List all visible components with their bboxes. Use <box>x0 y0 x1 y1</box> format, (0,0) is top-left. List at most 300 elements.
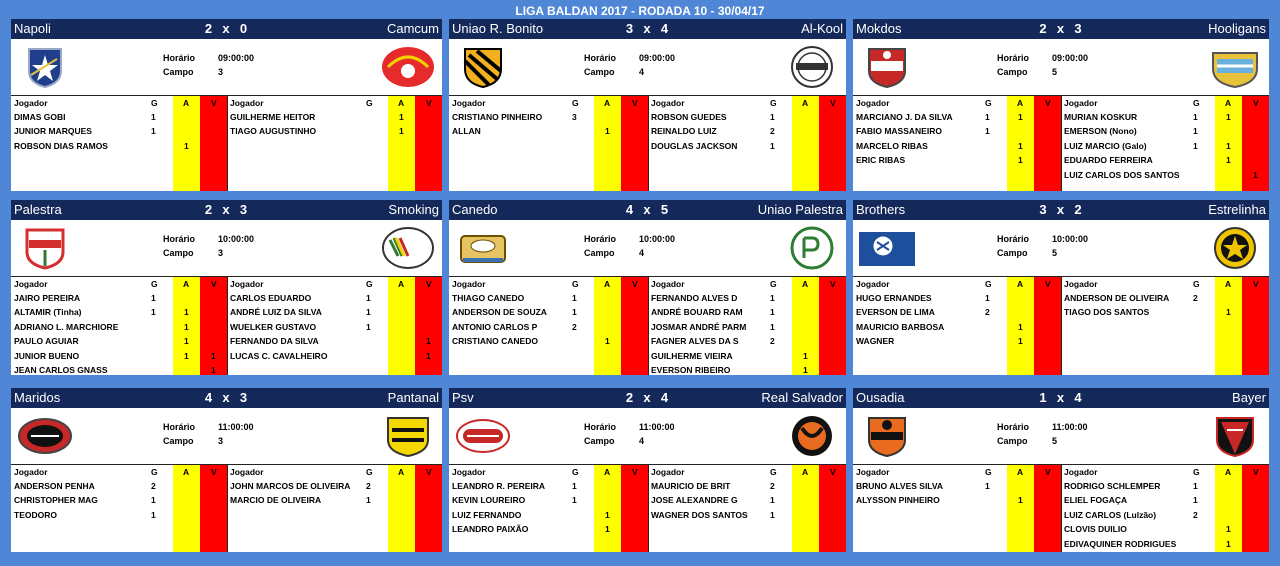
horario-label: Horário <box>163 234 196 244</box>
player-name: MARCIO DE OLIVEIRA <box>230 495 322 506</box>
player-name: CRISTIANO CANEDO <box>452 336 538 347</box>
player-name: ROBSON DIAS RAMOS <box>14 140 108 151</box>
player-row <box>1061 153 1269 167</box>
goals-value: 2 <box>770 481 775 491</box>
player-name: RODRIGO SCHLEMPER <box>1064 481 1161 491</box>
match-header <box>853 200 1269 220</box>
a-header: A <box>802 467 809 477</box>
jogador-header: Jogador <box>14 467 48 477</box>
home-team-name: Canedo <box>452 202 498 217</box>
match-field: 4 <box>639 248 645 258</box>
match-card <box>853 388 1269 552</box>
table-divider <box>1061 96 1062 191</box>
table-divider <box>648 465 649 552</box>
g-header: G <box>572 98 579 108</box>
player-row <box>227 291 442 305</box>
table-divider <box>227 96 228 191</box>
goals-value: 1 <box>985 293 990 303</box>
match-header <box>11 388 442 408</box>
goals-value: 1 <box>770 140 775 151</box>
player-row <box>11 493 227 507</box>
goals-value: 1 <box>366 307 371 318</box>
a-header: A <box>802 98 809 108</box>
players-table <box>853 277 1269 375</box>
home-team-name: Napoli <box>14 21 51 36</box>
a-header: A <box>183 98 190 108</box>
player-row <box>853 334 1061 348</box>
match-score: 4 x 5 <box>625 202 670 217</box>
match-info <box>11 220 442 277</box>
campo-label: Campo <box>584 248 615 258</box>
player-row <box>11 508 227 522</box>
match-info <box>853 220 1269 277</box>
player-row <box>1061 493 1269 507</box>
player-name: GUILHERME VIEIRA <box>651 350 733 361</box>
home-players <box>11 96 227 191</box>
player-row <box>853 110 1061 124</box>
player-name: PAULO AGUIAR <box>14 336 79 347</box>
goals-value: 1 <box>366 495 371 506</box>
jogador-header: Jogador <box>14 98 48 108</box>
player-row <box>449 305 648 319</box>
player-name: ERIC RIBAS <box>856 155 906 166</box>
away-players <box>648 96 846 191</box>
player-name: EDUARDO FERREIRA <box>1064 155 1153 166</box>
home-team-name: Brothers <box>856 202 906 217</box>
player-row <box>648 291 846 305</box>
match-header <box>853 388 1269 408</box>
player-name: JOSE ALEXANDRE G <box>651 495 738 506</box>
v-header: V <box>1045 467 1051 477</box>
match-info <box>11 408 442 465</box>
table-divider <box>227 277 228 375</box>
match-field: 4 <box>639 67 645 77</box>
player-name: FERNANDO DA SILVA <box>230 336 319 347</box>
v-header: V <box>830 279 836 289</box>
player-row <box>227 110 442 124</box>
goals-value: 1 <box>572 481 577 491</box>
assists-value: 1 <box>1018 140 1023 151</box>
campo-label: Campo <box>163 436 194 446</box>
player-row <box>11 305 227 319</box>
table-header-row <box>449 465 648 479</box>
jogador-header: Jogador <box>1064 98 1098 108</box>
match-header <box>11 19 442 39</box>
v-header: V <box>1045 98 1051 108</box>
away-team-name: Al-Kool <box>801 21 843 36</box>
goals-value: 1 <box>151 509 156 520</box>
goals-value: 2 <box>572 321 577 332</box>
player-name: ADRIANO L. MARCHIORE <box>14 321 119 332</box>
home-team-name: Mokdos <box>856 21 902 36</box>
assists-value: 1 <box>399 112 404 122</box>
player-name: DOUGLAS JACKSON <box>651 140 738 151</box>
table-divider <box>227 465 228 552</box>
player-row <box>227 334 442 348</box>
campo-label: Campo <box>584 436 615 446</box>
goals-value: 1 <box>151 126 156 137</box>
player-row <box>11 124 227 138</box>
v-header: V <box>830 467 836 477</box>
table-header-row <box>11 96 227 110</box>
player-name: LUIZ FERNANDO <box>452 509 522 520</box>
player-name: THIAGO CANEDO <box>452 293 525 303</box>
match-score: 4 x 3 <box>204 390 249 405</box>
away-team-name: Pantanal <box>387 390 439 405</box>
g-header: G <box>1193 279 1200 289</box>
player-name: WAGNER DOS SANTOS <box>651 509 748 520</box>
player-row <box>449 110 648 124</box>
canedo-logo <box>455 226 511 270</box>
match-score: 2 x 3 <box>1039 21 1083 36</box>
player-row <box>648 320 846 334</box>
player-row <box>648 349 846 363</box>
assists-value: 1 <box>1018 155 1023 166</box>
match-info <box>449 408 846 465</box>
a-header: A <box>398 98 405 108</box>
v-header: V <box>426 279 432 289</box>
player-name: MAURICIO DE BRIT <box>651 481 731 491</box>
assists-value: 1 <box>605 524 610 535</box>
goals-value: 1 <box>366 321 371 332</box>
a-header: A <box>183 279 190 289</box>
player-name: ANTONIO CARLOS P <box>452 321 538 332</box>
palestra-logo <box>17 226 73 270</box>
g-header: G <box>151 98 158 108</box>
player-row <box>449 522 648 536</box>
goals-value: 1 <box>151 112 156 122</box>
player-name: BRUNO ALVES SILVA <box>856 481 944 491</box>
player-row <box>648 110 846 124</box>
match-field: 5 <box>1052 436 1058 446</box>
goals-value: 1 <box>770 509 775 520</box>
players-table <box>449 96 846 191</box>
player-name: EVERSON DE LIMA <box>856 307 935 318</box>
player-row <box>853 291 1061 305</box>
jogador-header: Jogador <box>651 279 685 289</box>
horario-label: Horário <box>584 234 617 244</box>
player-row <box>1061 508 1269 522</box>
a-header: A <box>398 279 405 289</box>
assists-value: 1 <box>1018 321 1023 332</box>
player-row <box>1061 139 1269 153</box>
player-name: JUNIOR MARQUES <box>14 126 92 137</box>
a-header: A <box>604 98 611 108</box>
player-name: KEVIN LOUREIRO <box>452 495 526 506</box>
player-name: MARCELO RIBAS <box>856 140 928 151</box>
player-row <box>227 305 442 319</box>
players-table <box>449 277 846 375</box>
home-team-name: Psv <box>452 390 474 405</box>
goals-value: 2 <box>1193 509 1198 520</box>
player-name: EMERSON (Nono) <box>1064 126 1137 137</box>
player-row <box>853 139 1061 153</box>
a-header: A <box>1225 467 1232 477</box>
goals-value: 1 <box>1193 495 1198 506</box>
player-name: TIAGO AUGUSTINHO <box>230 126 317 137</box>
v-header: V <box>830 98 836 108</box>
bayer-logo <box>1207 414 1263 458</box>
v-header: V <box>211 467 217 477</box>
campo-label: Campo <box>584 67 615 77</box>
jogador-header: Jogador <box>452 467 486 477</box>
goals-value: 2 <box>366 481 371 491</box>
player-name: TIAGO DOS SANTOS <box>1064 307 1150 318</box>
away-team-name: Bayer <box>1232 390 1266 405</box>
table-header-row <box>853 465 1061 479</box>
player-name: JOSMAR ANDRÉ PARM <box>651 321 747 332</box>
table-header-row <box>1061 96 1269 110</box>
al-kool-logo <box>784 45 840 89</box>
goals-value: 1 <box>366 293 371 303</box>
away-team-name: Hooligans <box>1208 21 1266 36</box>
campo-label: Campo <box>997 248 1028 258</box>
home-team-name: Palestra <box>14 202 62 217</box>
match-header <box>449 200 846 220</box>
red-cards-value: 1 <box>1253 169 1258 180</box>
assists-value: 1 <box>1018 495 1023 506</box>
v-header: V <box>1253 467 1259 477</box>
v-header: V <box>1253 98 1259 108</box>
player-row <box>449 479 648 493</box>
player-name: LUIZ CARLOS (Lulzão) <box>1064 509 1157 520</box>
assists-value: 1 <box>184 140 189 151</box>
home-players <box>11 277 227 375</box>
assists-value: 1 <box>1018 112 1023 122</box>
assists-value: 1 <box>605 126 610 137</box>
away-players <box>227 96 442 191</box>
away-team-name: Estrelinha <box>1208 202 1266 217</box>
jogador-header: Jogador <box>1064 279 1098 289</box>
away-players <box>1061 277 1269 375</box>
table-header-row <box>227 465 442 479</box>
player-name: TEODORO <box>14 509 57 520</box>
player-row <box>853 305 1061 319</box>
jogador-header: Jogador <box>14 279 48 289</box>
mokdos-logo <box>859 45 915 89</box>
goals-value: 2 <box>1193 293 1198 303</box>
v-header: V <box>426 467 432 477</box>
goals-value: 1 <box>770 321 775 332</box>
goals-value: 1 <box>1193 140 1198 151</box>
match-field: 4 <box>639 436 645 446</box>
goals-value: 1 <box>985 126 990 137</box>
match-card <box>11 388 442 552</box>
table-header-row <box>11 465 227 479</box>
goals-value: 1 <box>572 307 577 318</box>
assists-value: 1 <box>184 350 189 361</box>
away-team-name: Smoking <box>388 202 439 217</box>
match-header <box>853 19 1269 39</box>
home-players <box>853 277 1061 375</box>
horario-label: Horário <box>584 53 617 63</box>
goals-value: 1 <box>1193 126 1198 137</box>
uniao-palestra-logo <box>784 226 840 270</box>
g-header: G <box>572 467 579 477</box>
table-header-row <box>227 277 442 291</box>
match-time: 11:00:00 <box>1052 422 1088 432</box>
player-row <box>1061 291 1269 305</box>
player-row <box>1061 124 1269 138</box>
home-team-name: Ousadia <box>856 390 905 405</box>
player-name: ANDERSON DE OLIVEIRA <box>1064 293 1170 303</box>
a-header: A <box>183 467 190 477</box>
g-header: G <box>770 98 777 108</box>
g-header: G <box>366 279 373 289</box>
away-players <box>648 465 846 552</box>
home-players <box>853 465 1061 552</box>
v-header: V <box>632 279 638 289</box>
table-header-row <box>648 96 846 110</box>
player-row <box>11 139 227 153</box>
g-header: G <box>366 467 373 477</box>
match-field: 3 <box>218 67 224 77</box>
home-players <box>853 96 1061 191</box>
assists-value: 1 <box>1226 538 1231 549</box>
player-row <box>1061 537 1269 551</box>
player-name: WUELKER GUSTAVO <box>230 321 317 332</box>
a-header: A <box>1225 279 1232 289</box>
player-name: ALYSSON PINHEIRO <box>856 495 940 506</box>
match-info <box>853 39 1269 96</box>
player-row <box>853 124 1061 138</box>
away-team-name: Camcum <box>386 21 439 36</box>
horario-label: Horário <box>584 422 617 432</box>
goals-value: 1 <box>151 307 156 318</box>
match-time: 09:00:00 <box>218 53 255 63</box>
red-cards-value: 1 <box>426 350 431 361</box>
goals-value: 1 <box>985 112 990 122</box>
player-name: ELIEL FOGAÇA <box>1064 495 1128 506</box>
match-score: 3 x 2 <box>1039 202 1083 217</box>
goals-value: 1 <box>151 293 156 303</box>
goals-value: 3 <box>572 112 577 122</box>
g-header: G <box>151 467 158 477</box>
player-row <box>11 349 227 363</box>
assists-value: 1 <box>399 126 404 137</box>
table-divider <box>648 277 649 375</box>
campo-label: Campo <box>997 436 1028 446</box>
player-name: ALTAMIR (Tinha) <box>14 307 82 318</box>
player-row <box>648 363 846 375</box>
a-header: A <box>398 467 405 477</box>
away-team-name: Uniao Palestra <box>757 202 843 217</box>
match-score: 2 x 0 <box>204 21 249 36</box>
player-name: ROBSON GUEDES <box>651 112 727 122</box>
match-time: 11:00:00 <box>218 422 254 432</box>
goals-value: 1 <box>572 495 577 506</box>
assists-value: 1 <box>1226 140 1231 151</box>
jogador-header: Jogador <box>230 98 264 108</box>
player-name: CARLOS EDUARDO <box>230 293 312 303</box>
red-cards-value: 1 <box>211 350 216 361</box>
assists-value: 1 <box>605 509 610 520</box>
player-row <box>449 334 648 348</box>
estrelinha-logo <box>1207 226 1263 270</box>
g-header: G <box>985 467 992 477</box>
player-row <box>853 153 1061 167</box>
g-header: G <box>572 279 579 289</box>
g-header: G <box>151 279 158 289</box>
jogador-header: Jogador <box>230 467 264 477</box>
player-row <box>648 508 846 522</box>
table-header-row <box>853 96 1061 110</box>
player-row <box>449 291 648 305</box>
goals-value: 1 <box>770 307 775 318</box>
v-header: V <box>211 98 217 108</box>
player-name: REINALDO LUIZ <box>651 126 717 137</box>
player-name: MAURICIO BARBOSA <box>856 321 945 332</box>
player-row <box>1061 110 1269 124</box>
maridos-logo <box>17 414 73 458</box>
player-name: DIMAS GOBI <box>14 112 66 122</box>
a-header: A <box>1017 467 1024 477</box>
players-table <box>11 96 442 191</box>
table-divider <box>648 96 649 191</box>
match-card <box>11 200 442 375</box>
match-card <box>853 200 1269 375</box>
jogador-header: Jogador <box>856 279 890 289</box>
assists-value: 1 <box>1018 336 1023 347</box>
player-row <box>227 479 442 493</box>
player-name: JUNIOR BUENO <box>14 350 80 361</box>
away-players <box>1061 465 1269 552</box>
player-row <box>1061 522 1269 536</box>
player-row <box>648 139 846 153</box>
player-row <box>11 110 227 124</box>
match-time: 10:00:00 <box>218 234 255 244</box>
jogador-header: Jogador <box>452 98 486 108</box>
player-row <box>11 320 227 334</box>
match-card <box>449 388 846 552</box>
match-field: 3 <box>218 248 224 258</box>
a-header: A <box>604 467 611 477</box>
match-card <box>449 200 846 375</box>
match-field: 3 <box>218 436 224 446</box>
red-cards-value: 1 <box>211 365 216 375</box>
player-row <box>227 320 442 334</box>
match-field: 5 <box>1052 67 1058 77</box>
away-players <box>227 277 442 375</box>
a-header: A <box>1017 279 1024 289</box>
jogador-header: Jogador <box>1064 467 1098 477</box>
table-header-row <box>853 277 1061 291</box>
player-row <box>449 508 648 522</box>
match-score: 3 x 4 <box>625 21 670 36</box>
home-team-name: Uniao R. Bonito <box>452 21 544 36</box>
campo-label: Campo <box>163 248 194 258</box>
player-name: LUCAS C. CAVALHEIRO <box>230 350 328 361</box>
g-header: G <box>770 279 777 289</box>
player-row <box>648 124 846 138</box>
g-header: G <box>985 279 992 289</box>
match-score: 2 x 3 <box>204 202 249 217</box>
player-name: HUGO ERNANDES <box>856 293 932 303</box>
jogador-header: Jogador <box>452 279 486 289</box>
v-header: V <box>632 467 638 477</box>
player-name: CHRISTOPHER MAG <box>14 495 98 506</box>
goals-value: 2 <box>770 126 775 137</box>
player-name: JEAN CARLOS GNASS <box>14 365 108 375</box>
table-header-row <box>648 465 846 479</box>
match-time: 09:00:00 <box>1052 53 1089 63</box>
goals-value: 1 <box>770 112 775 122</box>
player-row <box>227 349 442 363</box>
table-header-row <box>449 96 648 110</box>
v-header: V <box>426 98 432 108</box>
players-table <box>11 277 442 375</box>
player-name: FABIO MASSANEIRO <box>856 126 942 137</box>
